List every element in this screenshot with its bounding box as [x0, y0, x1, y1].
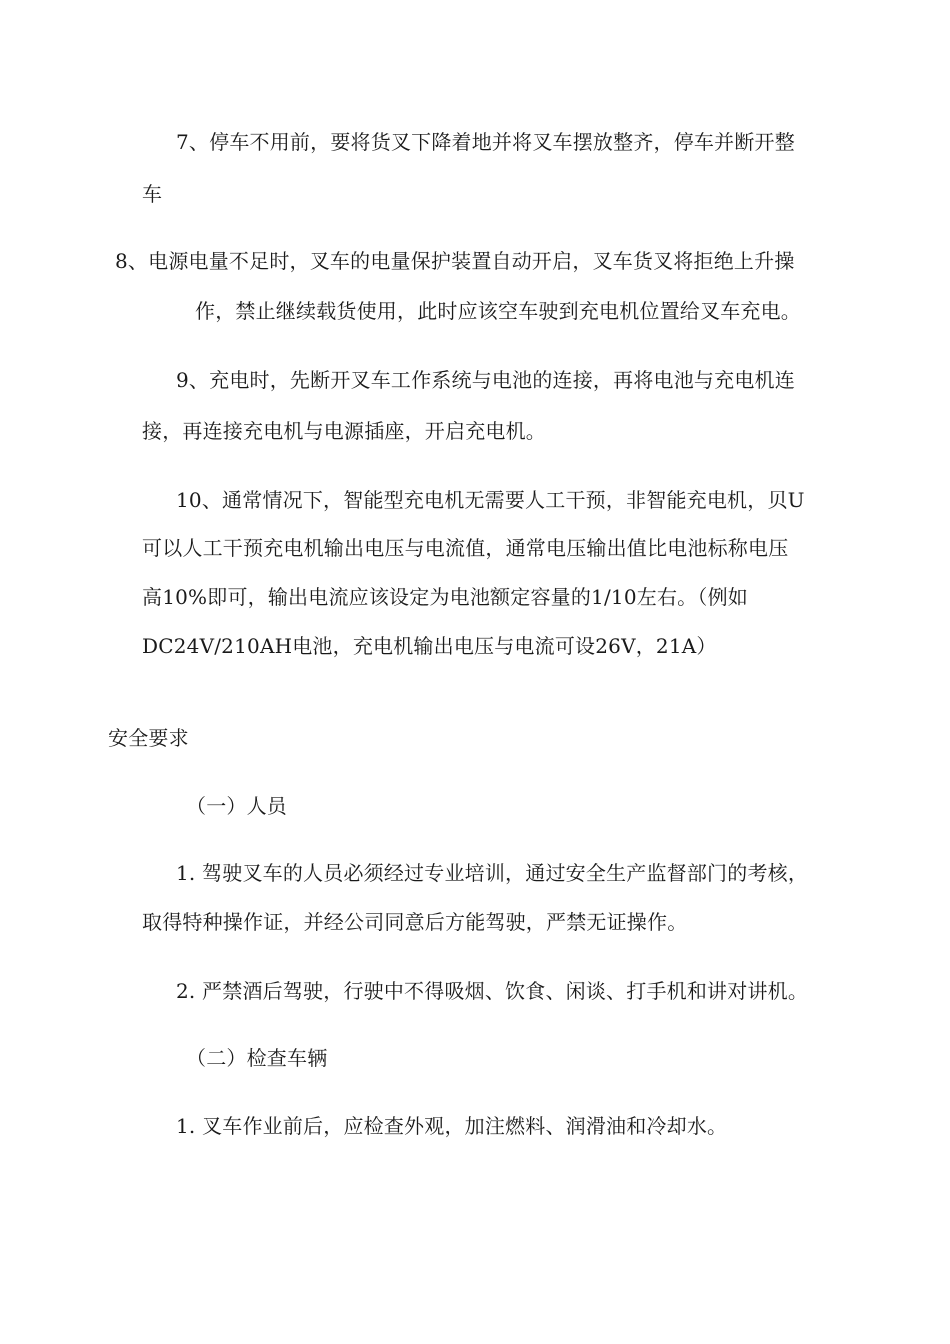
- paragraph-10-line-3: 高10%即可，输出电流应该设定为电池额定容量的1/10左右。（例如: [142, 585, 748, 609]
- personnel-item-2: 2. 严禁酒后驾驶，行驶中不得吸烟、饮食、闲谈、打手机和讲对讲机。: [176, 979, 809, 1003]
- personnel-item-1-line-2: 取得特种操作证，并经公司同意后方能驾驶，严禁无证操作。: [142, 910, 688, 934]
- paragraph-10-line-2: 可以人工干预充电机输出电压与电流值，通常电压输出值比电池标称电压: [142, 536, 789, 560]
- paragraph-10-line-1: 10、通常情况下，智能型充电机无需要人工干预，非智能充电机，贝U: [176, 488, 805, 512]
- personnel-item-1-line-1: 1. 驾驶叉车的人员必须经过专业培训，通过安全生产监督部门的考核，: [176, 861, 809, 885]
- paragraph-8-line-2: 作，禁止继续载货使用，此时应该空车驶到充电机位置给叉车充电。: [195, 299, 801, 323]
- paragraph-7-line-2: 车: [142, 182, 163, 206]
- paragraph-8-line-1: 8、电源电量不足时，叉车的电量保护装置自动开启，叉车货叉将拒绝上升操: [115, 249, 795, 273]
- paragraph-7-line-1: 7、停车不用前，要将货叉下降着地并将叉车摆放整齐，停车并断开整: [176, 130, 795, 154]
- section-vehicle-check-title: （二）检查车辆: [186, 1046, 328, 1070]
- section-personnel-title: （一）人员: [186, 794, 287, 818]
- safety-requirements-heading: 安全要求: [108, 726, 189, 750]
- paragraph-9-line-1: 9、充电时，先断开叉车工作系统与电池的连接，再将电池与充电机连: [176, 368, 795, 392]
- vehicle-check-item-1: 1. 叉车作业前后，应检查外观，加注燃料、润滑油和冷却水。: [176, 1114, 728, 1138]
- paragraph-10-line-4: DC24V/210AH电池，充电机输出电压与电流可设26V，21A）: [142, 634, 717, 658]
- paragraph-9-line-2: 接，再连接充电机与电源插座，开启充电机。: [142, 419, 546, 443]
